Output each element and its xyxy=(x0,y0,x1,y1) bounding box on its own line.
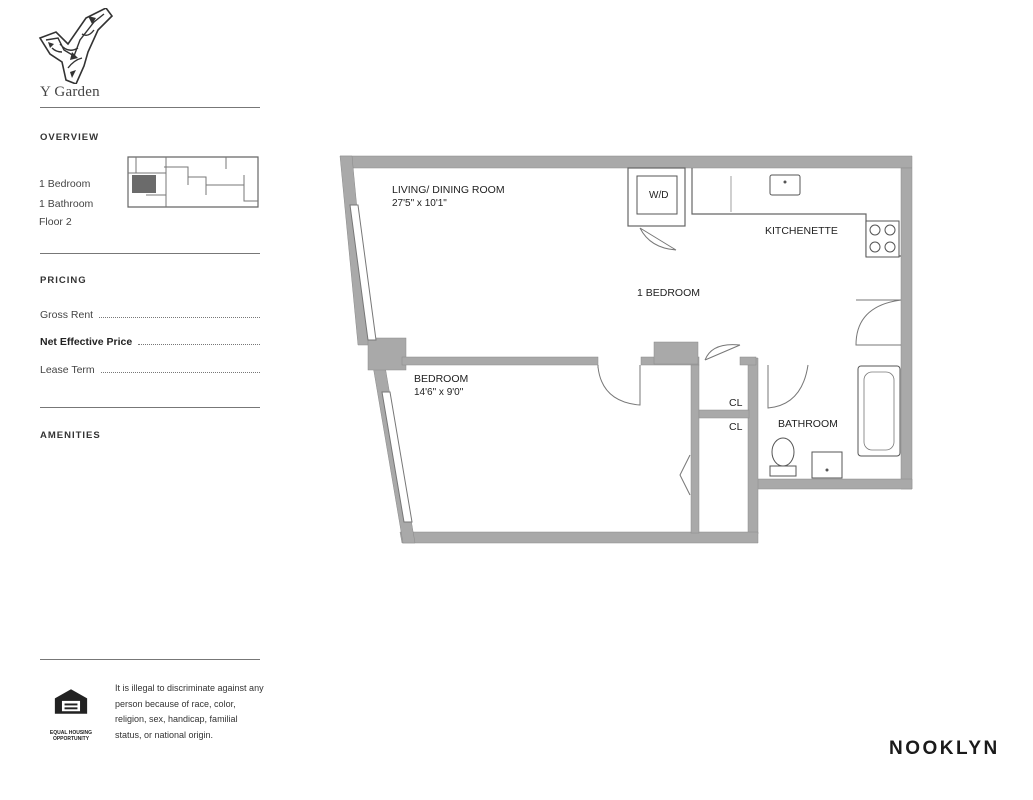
wd-label: W/D xyxy=(649,190,669,201)
living-room-label: LIVING/ DINING ROOM xyxy=(392,184,505,196)
price-label: Gross Rent xyxy=(40,309,94,321)
toilet-bowl xyxy=(772,438,794,466)
company-logo: NOOKLYN xyxy=(889,738,1000,759)
divider xyxy=(40,407,260,408)
wall-bottom xyxy=(400,532,758,543)
overview-title: OVERVIEW xyxy=(40,132,100,143)
wall-pier xyxy=(368,338,406,370)
equal-housing-icon xyxy=(44,688,98,728)
vanity xyxy=(812,452,842,478)
price-row-gross-rent xyxy=(40,309,260,321)
sink xyxy=(770,175,800,195)
divider xyxy=(40,659,260,660)
closet-label: CL xyxy=(729,421,743,433)
price-row-lease-term xyxy=(40,364,260,376)
brand-name: Y Garden xyxy=(40,84,100,100)
pricing-title: PRICING xyxy=(40,275,87,286)
closet-door xyxy=(705,345,740,360)
overview-bedrooms: 1 Bedroom xyxy=(39,178,91,190)
divider xyxy=(40,253,260,254)
wall-mid-3 xyxy=(740,357,756,365)
bedroom-label: BEDROOM xyxy=(414,373,469,385)
overview-floor: Floor 2 xyxy=(39,216,72,228)
entry-door xyxy=(856,300,901,345)
floor-plan xyxy=(335,150,920,550)
wall-right xyxy=(901,168,912,489)
wall-bottom-bath xyxy=(756,479,912,489)
side-door xyxy=(680,455,690,495)
bathroom-door xyxy=(768,365,808,408)
unit-label: 1 BEDROOM xyxy=(637,287,701,299)
wd-door xyxy=(640,228,676,250)
column xyxy=(654,342,698,364)
toilet-tank xyxy=(770,466,796,476)
wall-closet-v xyxy=(691,365,699,533)
wall-top xyxy=(340,156,912,168)
equal-housing-label: EQUAL HOUSING OPPORTUNITY xyxy=(49,730,93,742)
key-plan-unit-highlight xyxy=(132,175,156,193)
price-label: Net Effective Price xyxy=(40,336,133,348)
wall-bath-left xyxy=(748,358,758,534)
divider xyxy=(40,107,260,108)
wall-mid-1 xyxy=(402,357,598,365)
key-plan xyxy=(126,155,261,210)
bedroom-door xyxy=(598,365,640,405)
fair-housing-disclaimer: It is illegal to discriminate against any person because of race, color, religion, sex, handicap, familial status, or national origin. xyxy=(115,683,264,740)
price-row-net-effective xyxy=(40,336,260,348)
y-garden-logo-icon xyxy=(38,8,114,84)
amenities-title: AMENITIES xyxy=(40,430,101,441)
closet-label: CL xyxy=(729,397,743,409)
living-room-dim: 27'5" x 10'1" xyxy=(392,198,447,209)
overview-bathrooms: 1 Bathroom xyxy=(39,198,94,210)
bathroom-label: BATHROOM xyxy=(778,418,838,430)
bedroom-dim: 14'6" x 9'0" xyxy=(414,387,464,398)
price-label: Lease Term xyxy=(40,364,95,376)
kitchenette-label: KITCHENETTE xyxy=(765,225,838,237)
wall-closet-h xyxy=(699,410,749,418)
